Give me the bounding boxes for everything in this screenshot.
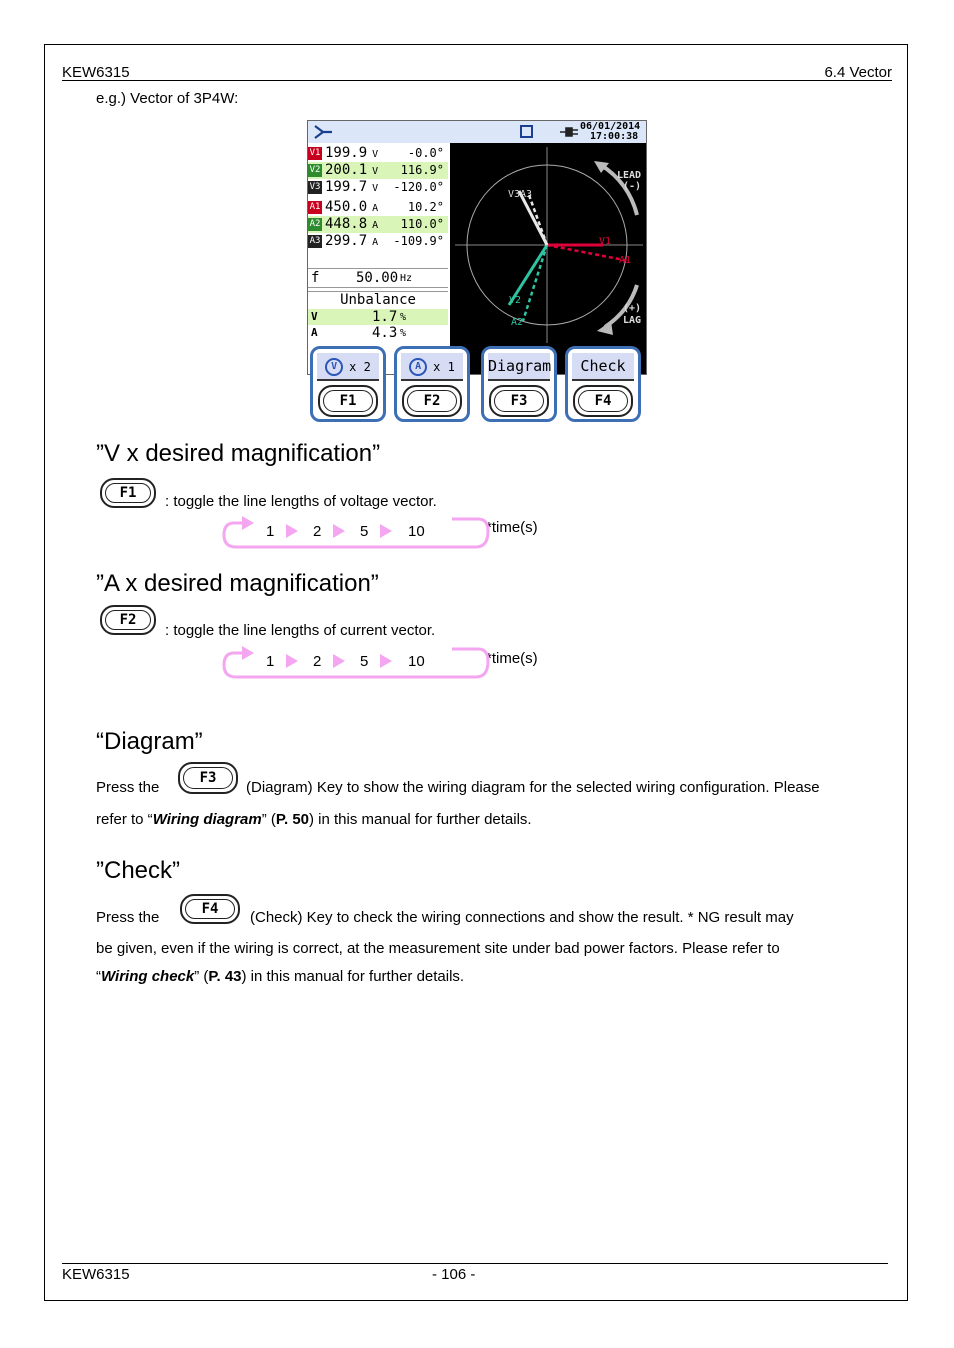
device-topbar [308, 121, 647, 143]
device-date: 06/01/2014 [580, 121, 641, 132]
f1-key-label: F1 [119, 485, 137, 501]
device-fkey-button[interactable] [489, 385, 549, 417]
reading-value: 199.7 [325, 179, 368, 195]
a2-label: A2 [511, 317, 524, 328]
v-mag-heading: ”V x desired magnification” [96, 440, 381, 467]
diagram-ref-name: Wiring diagram [152, 811, 262, 828]
reading-value: 448.8 [325, 216, 368, 232]
reading-tag: V1 [309, 147, 321, 158]
current-zoom-icon: A [409, 358, 427, 376]
reading-unit: A [372, 203, 379, 214]
a-mag-description: : toggle the line lengths of current vector. [165, 622, 436, 639]
unbalance-v-label: V [311, 310, 318, 323]
device-fkey-text: x 2 [349, 360, 371, 374]
v3a3-label: V3A3 [508, 189, 533, 200]
sequence-value: 5 [360, 523, 369, 540]
reading-row-a1 [308, 199, 448, 216]
reading-unit: A [372, 220, 379, 231]
check-line3-a: “ [96, 968, 101, 985]
device-fkey-button-label: F4 [594, 393, 612, 409]
device-fkey-label [401, 353, 463, 381]
cycle-loop-arrow [220, 513, 500, 553]
unbalance-v-row [308, 309, 448, 325]
power-plug-icon [558, 125, 580, 139]
unbalance-v-unit: % [400, 312, 407, 323]
footer-page-number: - 106 - [432, 1266, 476, 1283]
unbalance-a-label: A [311, 326, 318, 339]
unbalance-a-value: 4.3 [372, 325, 398, 341]
sequence-value: 1 [266, 523, 275, 540]
reading-tag: V3 [309, 181, 321, 192]
readings-panel [308, 143, 450, 375]
reading-angle: 110.0° [400, 217, 444, 231]
diagram-press-text: Press the [96, 779, 160, 796]
freq-unit: Hz [400, 273, 413, 284]
v-mag-suffix: *time(s) [486, 519, 538, 536]
unbalance-v-value: 1.7 [372, 309, 398, 325]
device-fkey-button-label: F3 [510, 393, 528, 409]
device-fkey-button[interactable] [402, 385, 462, 417]
sequence-value: 10 [408, 653, 425, 670]
sd-card-icon [520, 125, 534, 139]
diagram-line2-b: ” ( [261, 811, 276, 828]
lag-label: LAG [623, 315, 642, 326]
device-fkey-3[interactable] [481, 346, 557, 422]
reading-angle: 116.9° [400, 163, 444, 177]
sequence-value: 10 [408, 523, 425, 540]
reading-row-a2 [308, 216, 448, 233]
diagram-heading: “Diagram” [96, 728, 203, 755]
diagram-line1: (Diagram) Key to show the wiring diagram for the selected wiring configuration. Please [246, 779, 820, 796]
check-heading: ”Check” [96, 857, 181, 884]
reading-tag: A3 [309, 235, 321, 246]
f4-key-button[interactable] [180, 894, 240, 924]
header-model: KEW6315 [62, 64, 130, 81]
check-ref-page: P. 43 [208, 968, 242, 985]
freq-label: f [311, 270, 320, 286]
reading-tag: A2 [309, 218, 321, 229]
check-line1: (Check) Key to check the wiring connections and show the result. * NG result may [250, 909, 794, 926]
example-label: e.g.) Vector of 3P4W: [96, 90, 239, 107]
reading-tag: A1 [309, 201, 321, 212]
reading-value: 450.0 [325, 199, 368, 215]
f2-key-button[interactable] [100, 605, 156, 635]
voltage-zoom-icon: V [325, 358, 343, 376]
reading-unit: A [372, 237, 379, 248]
unbalance-title: Unbalance [340, 292, 416, 308]
reading-row-v3 [308, 179, 448, 196]
cycle-loop-arrow [220, 643, 500, 683]
footer-divider [62, 1263, 888, 1264]
f3-key-label: F3 [199, 770, 217, 786]
header-divider [62, 80, 892, 81]
check-ref-name: Wiring check [101, 968, 195, 985]
diagram-line2-c: ) in this manual for further details. [309, 811, 532, 828]
unbalance-box [308, 291, 448, 344]
check-line2: be given, even if the wiring is correct, at the measurement site under bad power factors. Please refer to [96, 940, 780, 957]
device-fkey-text: x 1 [433, 360, 455, 374]
sequence-value: 2 [313, 653, 322, 670]
reading-row-v1 [308, 145, 448, 162]
v2-label: V2 [509, 295, 522, 306]
reading-angle: -109.9° [393, 234, 444, 248]
a-mag-suffix: *time(s) [486, 650, 538, 667]
check-press-text: Press the [96, 909, 160, 926]
device-fkey-label [317, 353, 379, 381]
footer-model: KEW6315 [62, 1266, 130, 1283]
lead-label: LEAD [617, 170, 642, 181]
vector-mode-icon [312, 122, 334, 142]
reading-value: 199.9 [325, 145, 368, 161]
diagram-ref-page: P. 50 [275, 811, 309, 828]
header-section: 6.4 Vector [824, 64, 892, 81]
reading-angle: -0.0° [407, 146, 444, 160]
reading-angle: -120.0° [393, 180, 444, 194]
diagram-line2-a: refer to “ [96, 811, 153, 828]
device-fkey-text: Diagram [488, 357, 552, 375]
reading-unit: V [372, 183, 379, 194]
device-fkey-label [572, 353, 634, 381]
device-fkey-button[interactable] [573, 385, 633, 417]
f3-key-button[interactable] [178, 762, 238, 794]
unbalance-a-row [308, 325, 448, 341]
device-screen [307, 120, 647, 375]
freq-row [308, 268, 448, 288]
sequence-value: 5 [360, 653, 369, 670]
check-line3-b: ” ( [194, 968, 209, 985]
freq-value: 50.00 [356, 270, 399, 286]
reading-angle: 10.2° [407, 200, 444, 214]
device-fkey-button-label: F2 [423, 393, 441, 409]
device-fkey-1[interactable] [310, 346, 386, 422]
diagram-line2 [96, 811, 532, 828]
device-fkey-4[interactable] [565, 346, 641, 422]
reading-unit: V [372, 149, 379, 160]
reading-row-v2 [308, 162, 448, 179]
device-fkey-button[interactable] [318, 385, 378, 417]
sequence-value: 1 [266, 653, 275, 670]
reading-value: 200.1 [325, 162, 368, 178]
a-mag-heading: ”A x desired magnification” [96, 570, 379, 597]
device-fkey-button-label: F1 [339, 393, 357, 409]
lead-sign: (-) [623, 181, 642, 192]
reading-unit: V [372, 166, 379, 177]
reading-tag: V2 [309, 164, 321, 175]
device-time: 17:00:38 [590, 131, 639, 142]
v1-label: V1 [599, 236, 612, 247]
device-fkey-label [488, 353, 550, 381]
f2-key-label: F2 [119, 612, 137, 628]
vector-diagram [451, 143, 647, 375]
v-mag-description: : toggle the line lengths of voltage vector. [165, 493, 437, 510]
f1-key-button[interactable] [100, 478, 156, 508]
check-line3 [96, 968, 464, 985]
a1-label: A1 [619, 255, 632, 266]
check-line3-c: ) in this manual for further details. [241, 968, 465, 985]
unbalance-a-unit: % [400, 328, 407, 339]
device-fkey-2[interactable] [394, 346, 470, 422]
lag-sign: (+) [623, 303, 642, 314]
reading-row-a3 [308, 233, 448, 250]
sequence-value: 2 [313, 523, 322, 540]
reading-value: 299.7 [325, 233, 368, 249]
f4-key-label: F4 [201, 901, 219, 917]
device-fkey-text: Check [580, 357, 626, 375]
